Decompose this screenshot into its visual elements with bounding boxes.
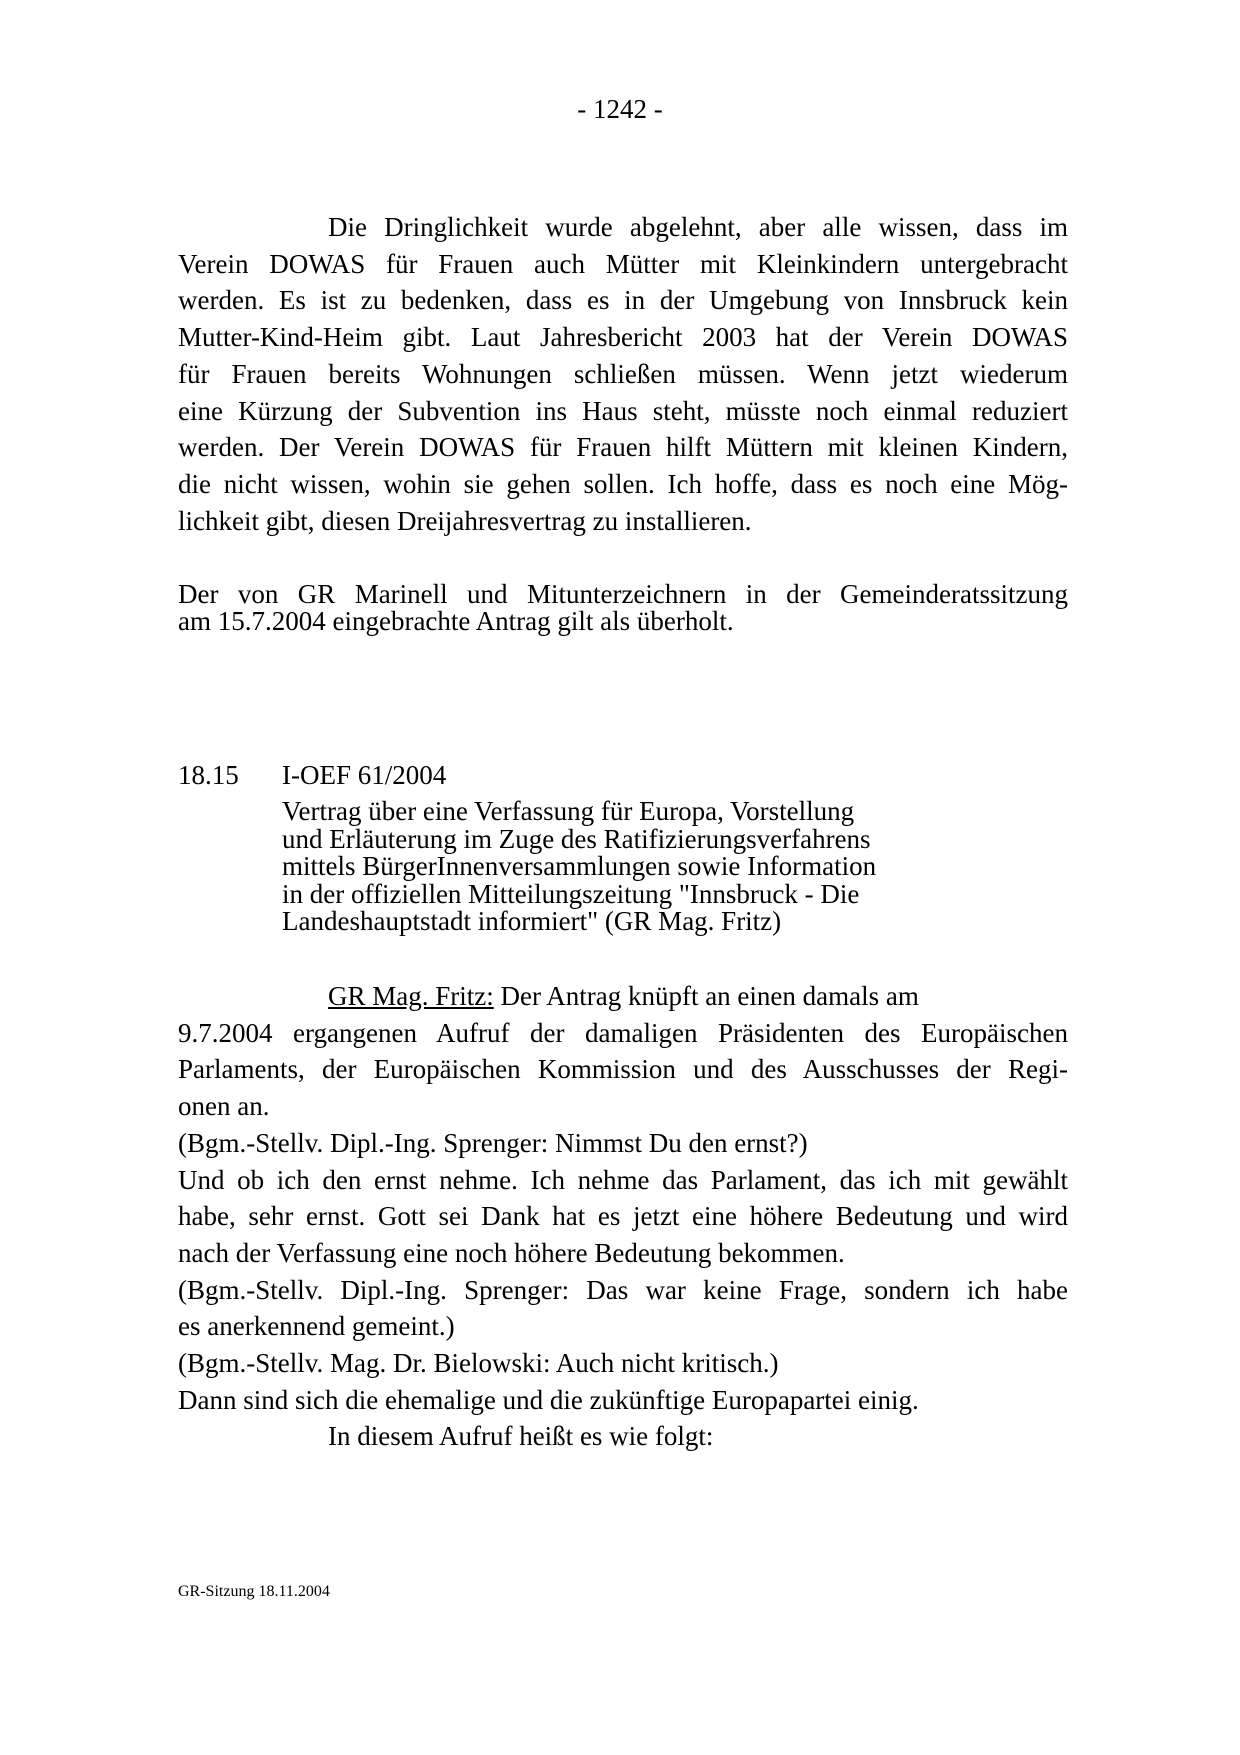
text-line: Mutter-Kind-Heim gibt. Laut Jahresbericht 2003 hat der Verein DOWAS bbox=[178, 322, 1068, 353]
note-overruled bbox=[178, 581, 1068, 635]
agenda-item-title bbox=[282, 798, 982, 936]
debate-transcript bbox=[178, 978, 1068, 1455]
interjection: (Bgm.-Stellv. Mag. Dr. Bielowski: Auch nicht kritisch.) bbox=[178, 1348, 779, 1379]
footer-session-date: GR-Sitzung 18.11.2004 bbox=[178, 1583, 330, 1600]
agenda-item-number: 18.15 bbox=[178, 760, 239, 790]
title-line: und Erläuterung im Zuge des Ratifizierungsverfahrens bbox=[282, 823, 871, 854]
speaker-text: Der Antrag knüpft an einen damals am bbox=[493, 981, 919, 1011]
text-line: lichkeit gibt, diesen Dreijahresvertrag zu installieren. bbox=[178, 505, 752, 536]
text-line: Der von GR Marinell und Mitunterzeichnern in der Gemeinderatssitzung bbox=[178, 579, 1068, 609]
text-line: Dann sind sich die ehemalige und die zukünftige Europapartei einig. bbox=[178, 1384, 919, 1415]
closing-line: In diesem Aufruf heißt es wie folgt: bbox=[328, 1421, 714, 1452]
interjection: (Bgm.-Stellv. Dipl.-Ing. Sprenger: Nimmst Du den ernst?) bbox=[178, 1127, 808, 1158]
speaker-name: GR Mag. Fritz: bbox=[328, 981, 494, 1011]
title-line: Vertrag über eine Verfassung für Europa, Vorstellung bbox=[282, 796, 855, 826]
text-line: Die Dringlichkeit wurde abgelehnt, aber alle wissen, dass im bbox=[328, 212, 1068, 242]
agenda-item-reference: I-OEF 61/2004 bbox=[282, 760, 447, 790]
text-line: die nicht wissen, wohin sie gehen sollen. Ich hoffe, dass es noch eine Mög- bbox=[178, 468, 1068, 499]
title-line: Landeshauptstadt informiert" (GR Mag. Fritz) bbox=[282, 906, 782, 936]
text-line: für Frauen bereits Wohnungen schließen müssen. Wenn jetzt wiederum bbox=[178, 358, 1068, 389]
title-line: in der offiziellen Mitteilungszeitung "Innsbruck - Die bbox=[282, 878, 860, 909]
interjection: es anerkennend gemeint.) bbox=[178, 1311, 455, 1342]
paragraph-dowas bbox=[178, 209, 1068, 539]
text-line: onen an. bbox=[178, 1091, 270, 1122]
text-line: eine Kürzung der Subvention ins Haus steht, müsste noch einmal reduziert bbox=[178, 395, 1068, 426]
text-line: 9.7.2004 ergangenen Aufruf der damaligen Präsidenten des Europäischen bbox=[178, 1017, 1068, 1048]
text-line: nach der Verfassung eine noch höhere Bedeutung bekommen. bbox=[178, 1237, 845, 1268]
title-line: mittels BürgerInnenversammlungen sowie Information bbox=[282, 851, 877, 881]
interjection: (Bgm.-Stellv. Dipl.-Ing. Sprenger: Das war keine Frage, sondern ich habe bbox=[178, 1274, 1068, 1305]
text-line: habe, sehr ernst. Gott sei Dank hat es jetzt eine höhere Bedeutung und wird bbox=[178, 1201, 1068, 1232]
text-line: Und ob ich den ernst nehme. Ich nehme das Parlament, das ich mit gewählt bbox=[178, 1164, 1068, 1195]
text-line: werden. Der Verein DOWAS für Frauen hilft Müttern mit kleinen Kindern, bbox=[178, 432, 1068, 463]
page-number: - 1242 - bbox=[577, 94, 663, 124]
text-line: werden. Es ist zu bedenken, dass es in der Umgebung von Innsbruck kein bbox=[178, 285, 1068, 316]
text-line: Verein DOWAS für Frauen auch Mütter mit Kleinkindern untergebracht bbox=[178, 248, 1068, 279]
speaker-line bbox=[178, 978, 1068, 1015]
text-line: am 15.7.2004 eingebrachte Antrag gilt als überholt. bbox=[178, 606, 734, 636]
text-line: Parlaments, der Europäischen Kommission und des Ausschusses der Regi- bbox=[178, 1054, 1068, 1085]
agenda-item-header bbox=[178, 758, 446, 792]
